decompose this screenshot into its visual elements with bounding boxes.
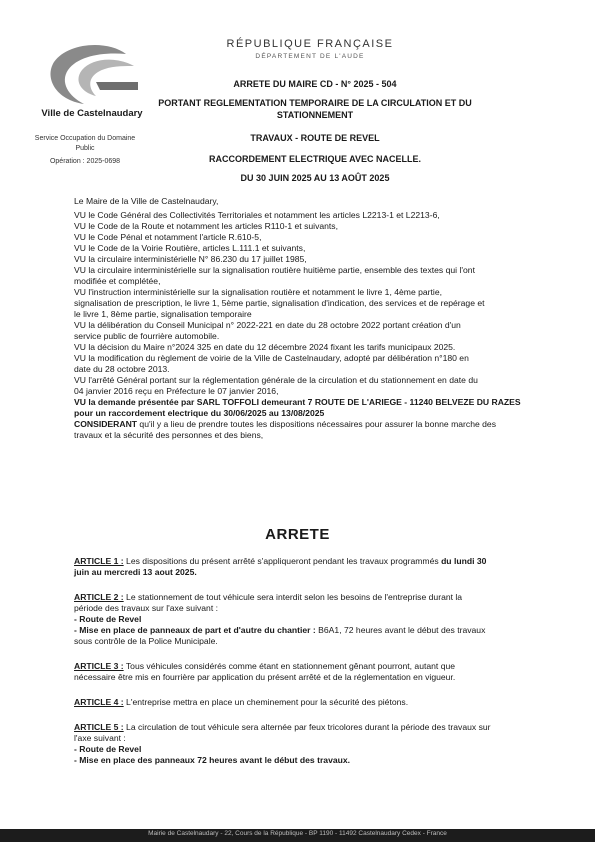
article-2-line-1 (74, 592, 558, 603)
considerant-line-2: travaux et la sécurité des personnes et des biens, (74, 430, 264, 440)
vu-instruction-1: VU l'instruction interministérielle sur la signalisation routière et notamment le livre 1, 4ème partie, (74, 287, 442, 297)
article-3-label: ARTICLE 3 : (74, 661, 124, 671)
maire-line: Le Maire de la Ville de Castelnaudary, (74, 196, 219, 206)
title-line-2: STATIONNEMENT (276, 110, 354, 120)
departement-heading: DÉPARTEMENT DE L'AUDE (255, 53, 365, 60)
vu-line: VU la circulaire interministérielle N° 86.230 du 17 juillet 1985, (74, 254, 307, 264)
article-5-item-2: - Mise en place des panneaux 72 heures avant le début des travaux. (74, 755, 351, 765)
vu-decision: VU la décision du Maire n°2024 325 en date du 12 décembre 2024 fixant les tarifs municipaux 2025. (74, 342, 456, 352)
article-4-text: L'entreprise mettra en place un cheminement pour la sécurité des piétons. (123, 697, 409, 707)
dates-heading: DU 30 JUIN 2025 AU 13 AOÛT 2025 (240, 173, 390, 183)
article-2-text: Le stationnement de tout véhicule sera interdit selon les besoins de l'entreprise durant la (123, 592, 463, 602)
article-1-date-start: du lundi 30 (441, 556, 487, 566)
raccordement-heading: RACCORDEMENT ELECTRIQUE AVEC NACELLE. (208, 154, 421, 164)
article-5-text: La circulation de tout véhicule sera alternée par feux tricolores durant la période des travaux sur (123, 722, 491, 732)
article-2-item-2-text: B6A1, 72 heures avant le début des travaux (315, 625, 486, 635)
article-2-line-2: période des travaux sur l'axe suivant : (74, 603, 218, 613)
vu-signalisation-1: VU la circulaire interministérielle sur la signalisation routière huitième partie, ensemble des textes qui l'ont (74, 265, 475, 275)
arrete-number: ARRETE DU MAIRE CD - N° 2025 - 504 (233, 79, 397, 89)
preamble (74, 196, 558, 441)
vu-line: VU le Code de la Route et notamment les articles R110-1 et suivants, (74, 221, 338, 231)
article-1-line-1 (74, 556, 558, 567)
article-4-line (74, 697, 558, 708)
vu-deliberation-2: service public de fourrière automobile. (74, 331, 220, 341)
article-2-item-2: - Mise en place de panneaux de part et d'autre du chantier : (74, 625, 316, 635)
vu-demande-1: VU la demande présentée par SARL TOFFOLI demeurant 7 ROUTE DE L'ARIEGE - 11240 BELVEZE DU RAZES (74, 397, 521, 407)
republique-heading: RÉPUBLIQUE FRANÇAISE (226, 38, 394, 50)
vu-signalisation-2: modifiée et complétée, (74, 276, 161, 286)
article-5-item-1: - Route de Revel (74, 744, 142, 754)
article-1-date-end: juin au mercredi 13 aout 2025. (74, 567, 197, 577)
vu-demande-2: pour un raccordement electrique du 30/06/2025 au 13/08/2025 (74, 408, 325, 418)
considerant-label: CONSIDERANT (74, 419, 138, 429)
article-3-line-1 (74, 661, 558, 672)
vu-deliberation-1: VU la délibération du Conseil Municipal n° 2022-221 en date du 28 octobre 2022 portant création d'un (74, 320, 461, 330)
article-5-label: ARTICLE 5 : (74, 722, 124, 732)
considerant-line-1 (74, 419, 558, 430)
travaux-heading: TRAVAUX - ROUTE DE REVEL (250, 133, 380, 143)
article-4-label: ARTICLE 4 : (74, 697, 124, 707)
article-3-text: Tous véhicules considérés comme étant en stationnement gênant pourront, autant que (123, 661, 456, 671)
considerant-text: qu'il y a lieu de prendre toutes les dispositions nécessaires pour assurer la bonne marche des (137, 419, 496, 429)
article-2-label: ARTICLE 2 : (74, 592, 124, 602)
vu-arrete-2: 04 janvier 2016 reçu en Préfecture le 07 janvier 2016, (74, 386, 279, 396)
vu-instruction-2: signalisation de prescription, le livre 1, 5ème partie, signalisation d'indication, des services et de repérage et (74, 298, 485, 308)
logo-city-name: Ville de Castelnaudary (41, 108, 143, 119)
article-2-item-1: - Route de Revel (74, 614, 142, 624)
article-5-line-1 (74, 722, 558, 733)
vu-modification-1: VU la modification du règlement de voirie de la Ville de Castelnaudary, adopté par délibération n°180 en (74, 353, 469, 363)
vu-line: VU le Code de la Voirie Routière, articles L.111.1 et suivants, (74, 243, 306, 253)
arrete-title: ARRETE (265, 526, 330, 543)
article-5-line-2: l'axe suivant : (74, 733, 126, 743)
articles (74, 556, 558, 766)
vu-arrete-1: VU l'arrêté Général portant sur la réglementation générale de la circulation et du stationnement en date du (74, 375, 478, 385)
title-line-1: PORTANT REGLEMENTATION TEMPORAIRE DE LA CIRCULATION ET DU (158, 98, 472, 108)
article-2-item-2-cont: sous contrôle de la Police Municipale. (74, 636, 218, 646)
service-label: Service Occupation du Domaine Public (34, 135, 136, 152)
article-1-label: ARTICLE 1 : (74, 556, 124, 566)
vu-line: VU le Code Général des Collectivités Territoriales et notamment les articles L2213-1 et L2213-6, (74, 210, 440, 220)
operation-number: Opération : 2025-0698 (49, 158, 121, 165)
city-logo (38, 40, 146, 113)
article-1-text: Les dispositions du présent arrêté s'appliqueront pendant les travaux programmés (123, 556, 442, 566)
vu-line: VU le Code Pénal et notamment l'article R.610-5, (74, 232, 262, 242)
vu-modification-2: date du 28 octobre 2013. (74, 364, 170, 374)
vu-instruction-3: le livre 1, 8ème partie, signalisation temporaire (74, 309, 252, 319)
article-3-line-2: nécessaire être mis en fourrière par application du présent arrêté et de la réglementation en vigueur. (74, 672, 456, 682)
footer-address: Mairie de Castelnaudary - 22, Cours de la République - BP 1190 - 11492 Castelnaudary Cedex - France (148, 830, 447, 837)
